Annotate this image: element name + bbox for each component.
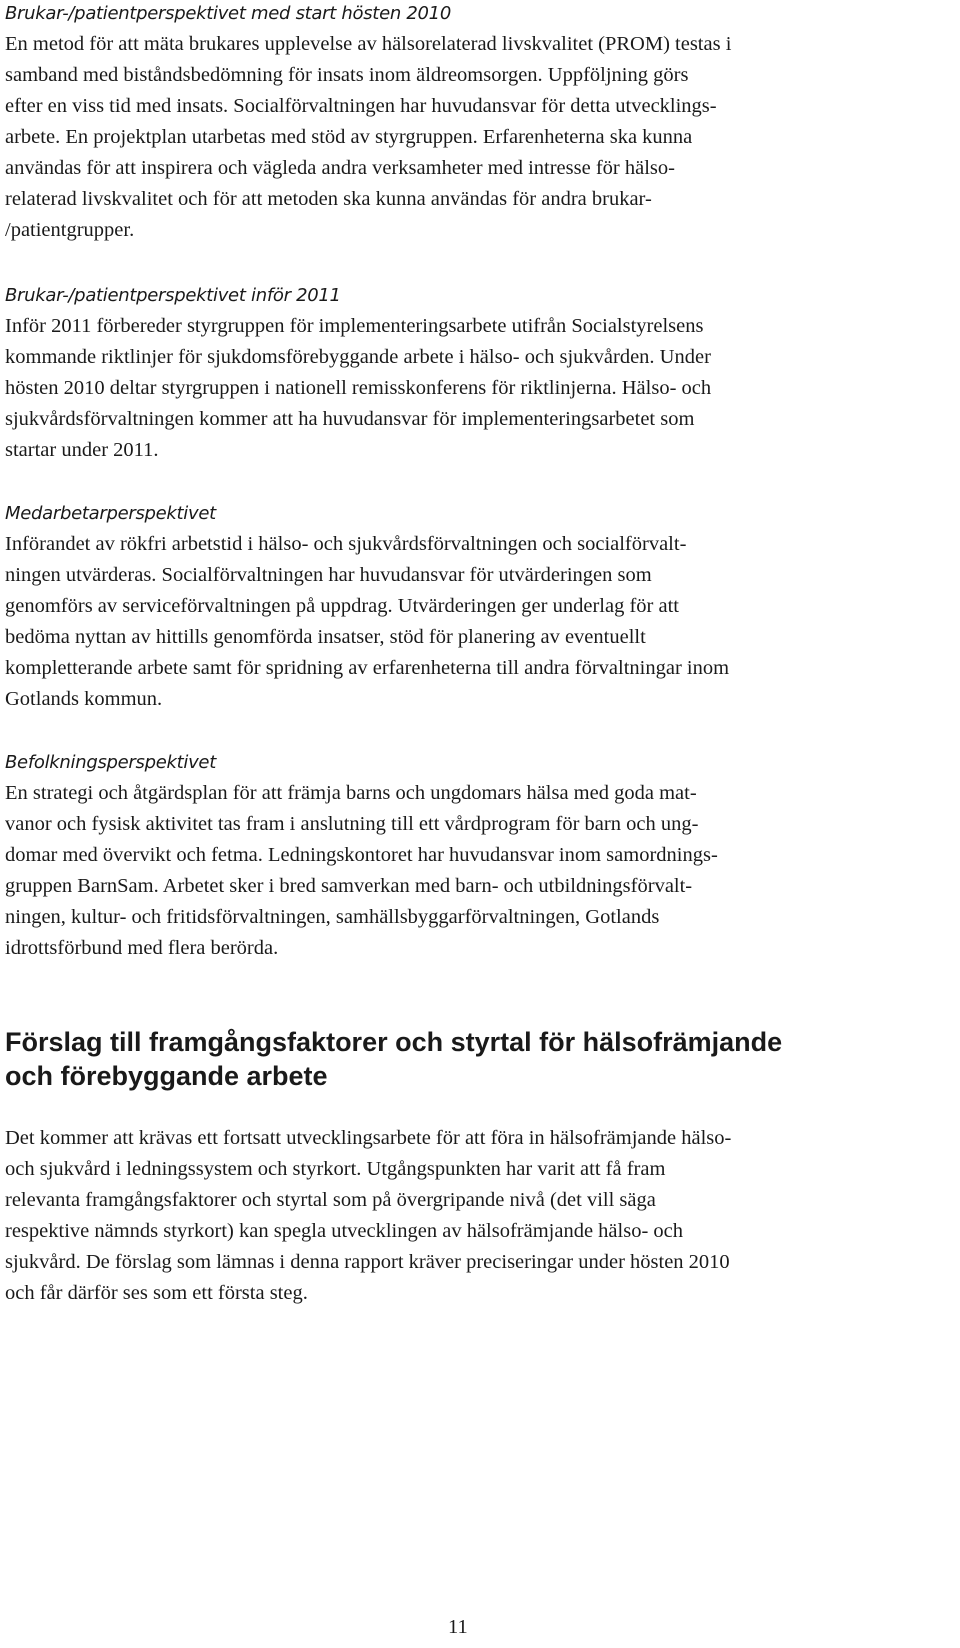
section-paragraph [5,778,718,964]
section-paragraph [5,29,731,246]
main-heading-line-2: och förebyggande arbete [5,1061,328,1091]
main-heading [5,1025,782,1093]
main-heading-line-1: Förslag till framgångsfaktorer och styrtal för hälsofrämjande [5,1027,783,1057]
text-line: samband med biståndsbedömning för insats inom äldreomsorgen. Uppföljning görs [5,64,689,86]
text-line: relaterad livskvalitet och för att metoden ska kunna användas för andra brukar- [5,188,652,210]
text-line: sjukvård. De förslag som lämnas i denna rapport kräver preciseringar under hösten 2010 [5,1251,730,1273]
text-line: Införandet av rökfri arbetstid i hälso- och sjukvårdsförvaltningen och socialförvalt- [5,533,687,555]
text-line: och sjukvård i ledningssystem och styrkort. Utgångspunkten har varit att få fram [5,1158,666,1180]
section-heading: Medarbetarperspektivet [5,503,216,524]
text-line: /patientgrupper. [5,219,135,241]
section-brukar-start-2010 [5,0,731,246]
text-line: vanor och fysisk aktivitet tas fram i anslutning till ett vårdprogram för barn och ung- [5,813,699,835]
section-heading: Brukar-/patientperspektivet inför 2011 [5,285,341,306]
text-line: En metod för att mäta brukares upplevelse av hälsorelaterad livskvalitet (PROM) testas i [5,33,732,55]
text-line: efter en viss tid med insats. Socialförvaltningen har huvudansvar för detta utvecklings- [5,95,717,117]
section-brukar-infor-2011 [5,280,711,466]
text-line: domar med övervikt och fetma. Ledningskontoret har huvudansvar inom samordnings- [5,844,718,866]
text-line: genomförs av serviceförvaltningen på uppdrag. Utvärderingen ger underlag för att [5,595,679,617]
text-line: relevanta framgångsfaktorer och styrtal som på övergripande nivå (det vill säga [5,1189,656,1211]
text-line: Det kommer att krävas ett fortsatt utvecklingsarbete för att föra in hälsofrämjande hälso- [5,1127,732,1149]
text-line: Inför 2011 förbereder styrgruppen för implementeringsarbete utifrån Socialstyrelsens [5,315,704,337]
section-paragraph [5,1123,731,1309]
section-heading: Befolkningsperspektivet [5,752,216,773]
section-forslag-text [5,1123,731,1309]
section-medarbetarperspektivet [5,498,729,715]
text-line: bedöma nyttan av hittills genomförda insatser, stöd för planering av eventuellt [5,626,646,648]
text-line: och får därför ses som ett första steg. [5,1282,308,1304]
section-paragraph [5,311,711,466]
text-line: En strategi och åtgärdsplan för att främja barns och ungdomars hälsa med goda mat- [5,782,697,804]
section-heading: Brukar-/patientperspektivet med start hösten 2010 [5,3,451,24]
page-number: 11 [448,1616,468,1638]
text-line: idrottsförbund med flera berörda. [5,937,279,959]
text-line: arbete. En projektplan utarbetas med stöd av styrgruppen. Erfarenheterna ska kunna [5,126,693,148]
text-line: ningen, kultur- och fritidsförvaltningen, samhällsbyggarförvaltningen, Gotlands [5,906,660,928]
text-line: Gotlands kommun. [5,688,163,710]
text-line: gruppen BarnSam. Arbetet sker i bred samverkan med barn- och utbildningsförvalt- [5,875,693,897]
text-line: startar under 2011. [5,439,159,461]
section-befolkningsperspektivet [5,747,718,964]
text-line: ningen utvärderas. Socialförvaltningen har huvudansvar för utvärderingen som [5,564,652,586]
text-line: användas för att inspirera och vägleda andra verksamheter med intresse för hälso- [5,157,675,179]
text-line: hösten 2010 deltar styrgruppen i nationell remisskonferens för riktlinjerna. Hälso- och [5,377,712,399]
section-paragraph [5,529,729,715]
text-line: respektive nämnds styrkort) kan spegla utvecklingen av hälsofrämjande hälso- och [5,1220,684,1242]
text-line: kommande riktlinjer för sjukdomsförebyggande arbete i hälso- och sjukvården. Under [5,346,711,368]
text-line: kompletterande arbete samt för spridning av erfarenheterna till andra förvaltningar inom [5,657,730,679]
text-line: sjukvårdsförvaltningen kommer att ha huvudansvar för implementeringsarbetet som [5,408,695,430]
